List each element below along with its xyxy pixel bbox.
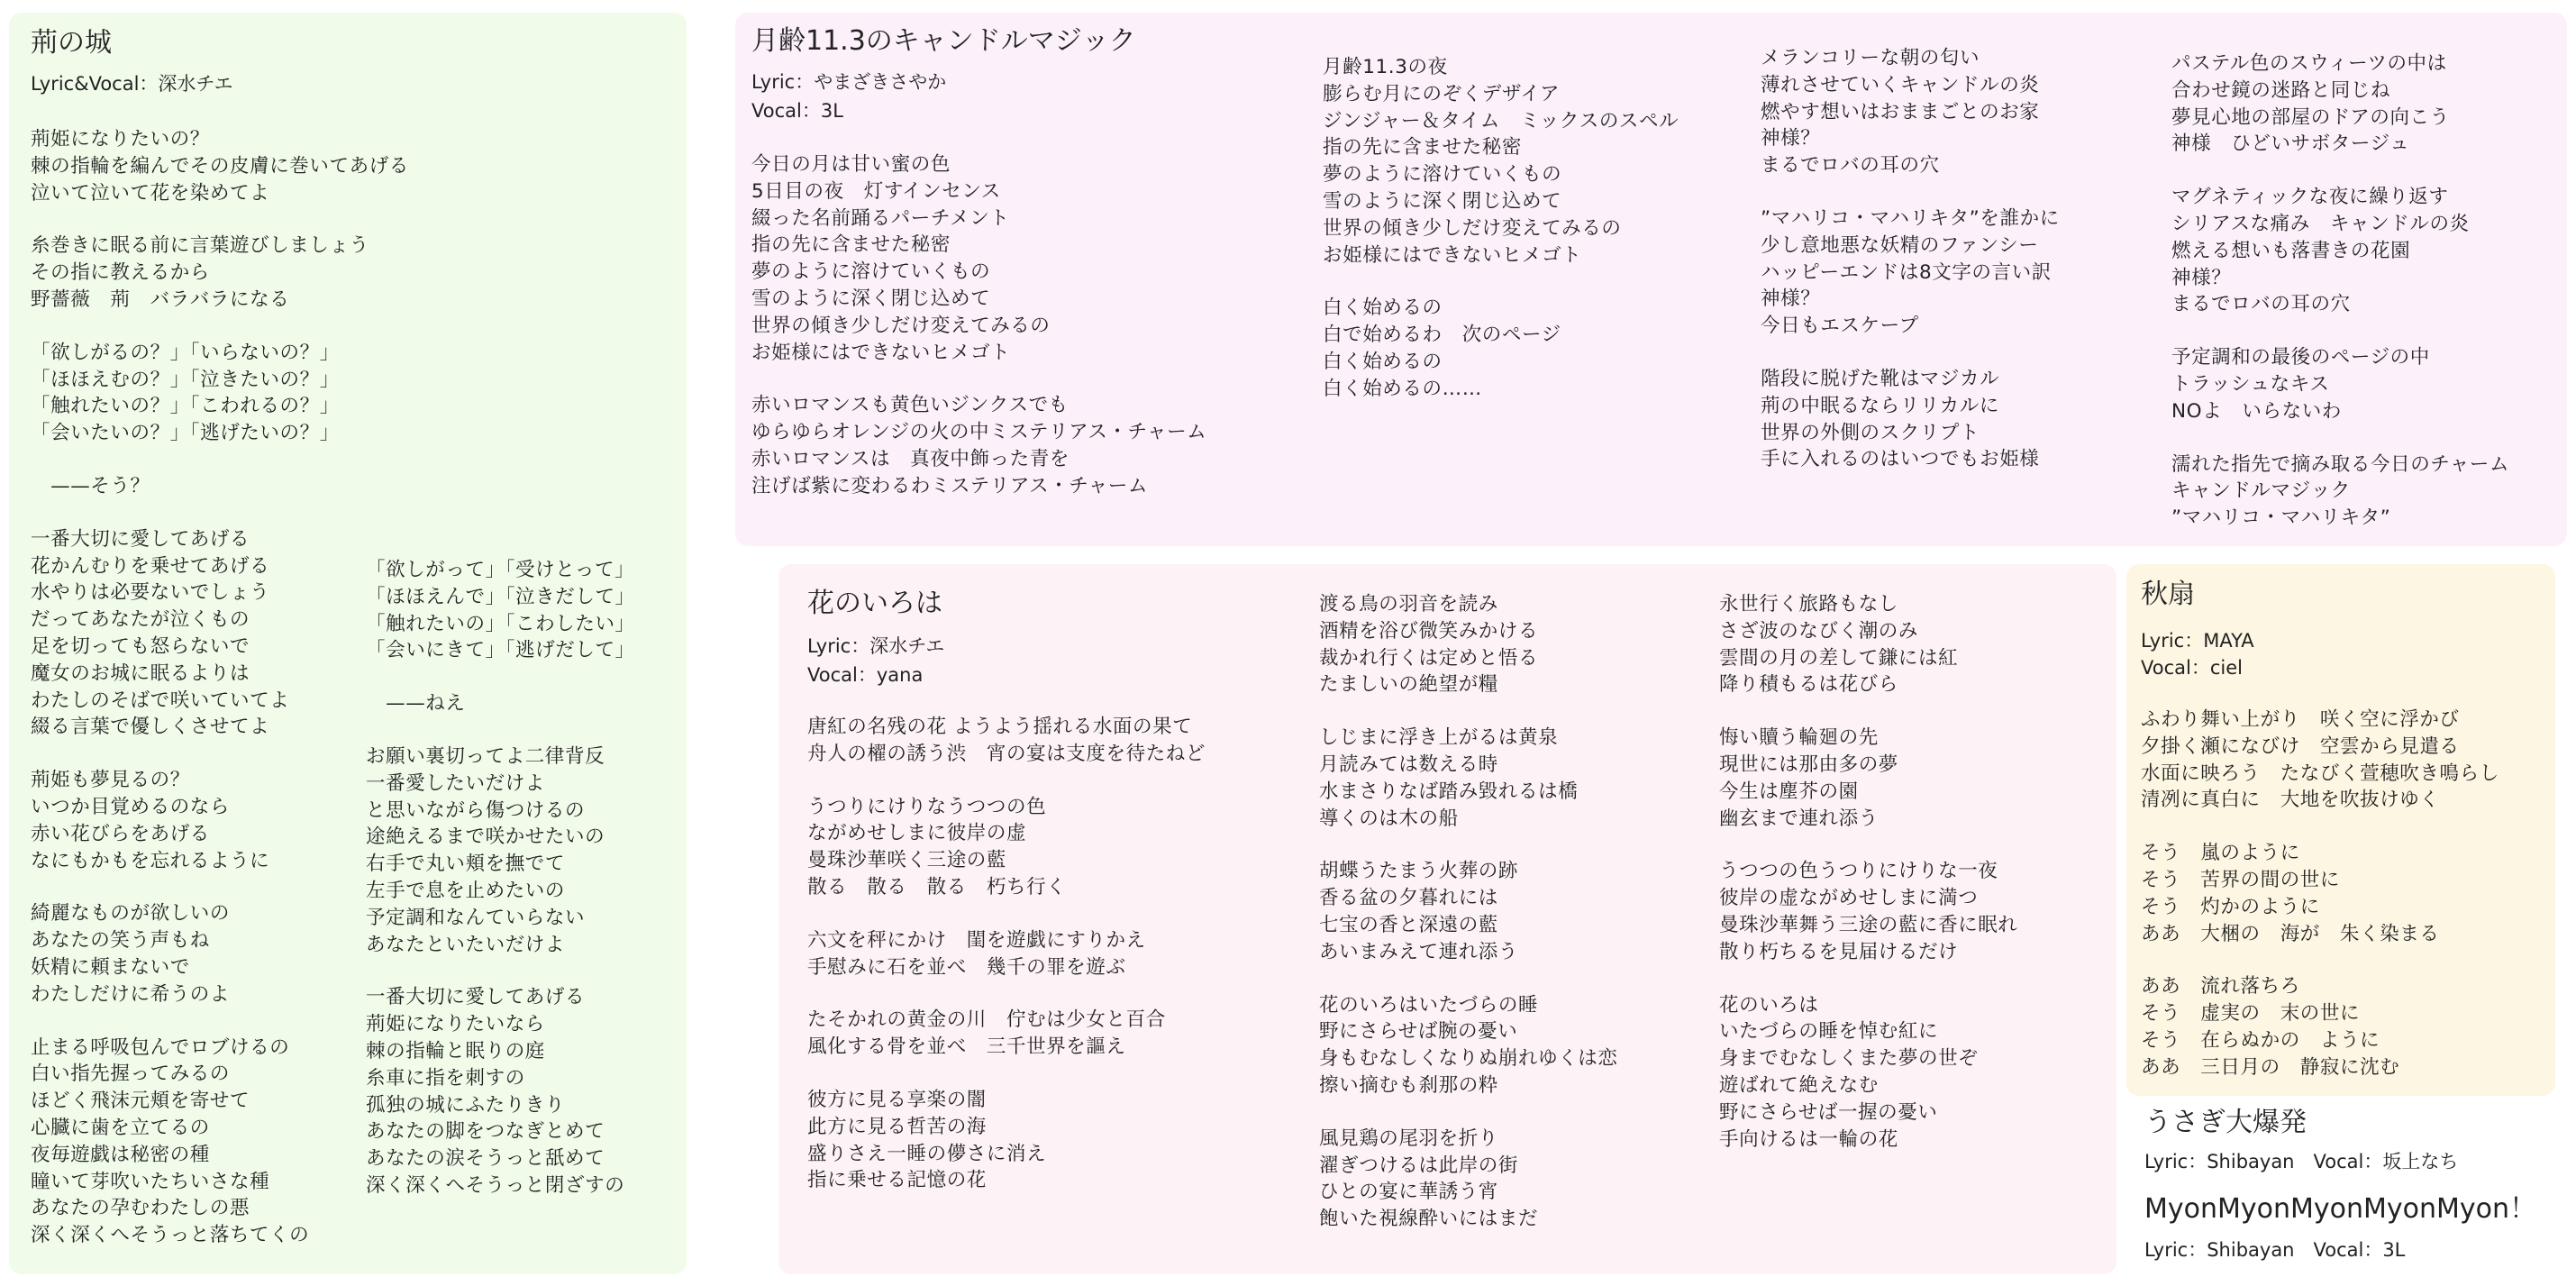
lyric-line: 綺麗なものが欲しいの [31,902,231,926]
lyric-stanza [2171,344,2509,424]
lyric-line: 曼珠沙華咲く三途の藍 [807,849,1007,872]
lyric-line: 糸巻きに眠る前に言葉遊びしましょう [31,234,369,258]
lyric-stanza [1319,858,1618,965]
lyric-stanza [1323,295,1679,402]
lyric-stanza [366,984,635,1199]
lyric-stanza [1761,366,2060,473]
lyric-line: 身までむなしくまた夢の世ぞ [1719,1047,1979,1071]
lyric-line: ああ 大梱の 海が 朱く染まる [2141,922,2440,945]
lyric-line: 夢のように溶けていくもの [1323,163,1562,187]
lyric-line: 悔い贖う輪廻の先 [1719,726,1879,750]
lyric-line: 清冽に真白に 大地を吹抜けゆく [2141,789,2440,812]
lyric-line: そう 虚実の 末の世に [2141,1002,2361,1026]
lyric-line: 予定調和の最後のページの中 [2171,346,2430,369]
lyric-stanza [31,526,409,741]
lyric-line: 彼方に見る享楽の闇 [807,1088,987,1111]
lyric-stanza [1719,992,2018,1154]
lyric-line: 合わせ鏡の迷路と同じね [2171,78,2391,102]
lyric-line: 「欲しがるの？」「いらないの？」 [31,341,340,364]
lyric-stanza [2141,840,2499,947]
lyric-line: お願い裏切ってよ二律背反 [366,744,605,768]
lyric-line: 手慰みに石を並べ 幾千の罪を遊ぶ [807,955,1126,979]
lyric-line: 神様 ひどいサボタージュ [2171,132,2410,156]
lyric-line: さざ波のなびく潮のみ [1719,619,1919,643]
song-credit: Lyric&Vocal：深水チエ [31,73,233,95]
lyric-stanza [1319,725,1618,832]
lyric-stanza [31,767,409,874]
lyric-line: 世界の傾き少しだけ変えてみるの [1323,216,1622,240]
lyric-line: 野薔薇 荊 バラバラになる [31,287,290,311]
lyric-line: あいまみえて連れ添う [1319,940,1519,963]
lyric-line: 白く始めるの [1323,296,1443,320]
lyric-line: 夢のように溶けていくもの [751,260,991,284]
lyric-line: 風化する骨を並べ 三千世界を謳え [807,1035,1126,1059]
lyric-line: 一番大切に愛してあげる [366,986,586,1009]
lyric-line: 深く深くへそうっと閉ざすの [366,1173,625,1197]
lyric-line: 白く始めるの…… [1323,377,1482,400]
lyric-line: あなたといたいだけよ [366,933,566,956]
lyric-stanza [31,900,409,1008]
song-title: 月齢11.3のキャンドルマジック [751,25,1136,57]
lyric-line: 妖精に頼まないで [31,955,190,979]
lyric-stanza [807,1007,1206,1061]
lyric-line: 導くのは木の船 [1319,807,1459,830]
lyric-line: 渡る鳥の羽音を読み [1319,593,1498,616]
lyric-line: あなたの涙そうっと舐めて [366,1147,605,1171]
lyric-line: マグネティックな夜に繰り返す [2171,186,2449,209]
lyric-line: 注げば紫に変わるわミステリアス・チャーム [751,474,1149,497]
lyric-line: 盛りさえ一睡の儚さに消え [807,1142,1047,1165]
song-title: 秋扇 [2141,579,2195,610]
lyric-line: ほどく飛沫元頬を寄せて [31,1090,250,1113]
lyric-line: 曼珠沙華舞う三途の藍に香に眠れ [1719,913,2018,936]
song-card-autumn-fan [2126,564,2555,1096]
lyric-line: 今生は塵芥の園 [1719,780,1859,803]
lyric-line: 心臓に歯を立てるの [31,1116,210,1139]
lyric-line: 花かんむりを乗せてあげる [31,554,270,578]
lyric-stanza [366,557,635,664]
lyric-line: ハッピーエンドは8文字の言い訳 [1761,260,2052,284]
lyric-line: たましいの絶望が糧 [1319,673,1498,697]
lyric-line: ひとの宴に華誘う宵 [1319,1181,1498,1204]
lyric-line: パステル色のスウィーツの中は [2171,52,2447,75]
lyric-line: 5日目の夜 灯すインセンス [751,179,1001,203]
lyric-stanza [366,690,635,717]
lyric-line: 指の先に含ませた秘密 [751,233,951,257]
lyric-stanza [31,340,409,447]
lyric-line: 七宝の香と深遠の藍 [1319,913,1498,936]
lyric-line: うつつの色うつりにけりな一夜 [1719,860,1998,883]
lyric-line: 幽玄まで連れ添う [1719,807,1879,830]
lyric-line: まるでロバの耳の穴 [2171,293,2351,316]
song-title: 荊の城 [31,27,112,59]
lyric-line: キャンドルマジック [2171,479,2351,503]
lyric-stanza [31,233,409,313]
lyric-line: 雪のように深く閉じ込めて [751,287,991,310]
song-credit-vocal: Vocal：3L [751,100,843,122]
lyric-line: そう 苦界の間の世に [2141,868,2341,891]
lyric-line: あなたの脚をつなぎとめて [366,1120,605,1144]
lyric-line: と思いながら傷つけるの [366,798,586,822]
lyric-line: 水面に映ろう たなびく萱穂吹き鳴らし [2141,762,2499,785]
lyric-line: 胡蝶うたまう火葬の跡 [1319,860,1519,883]
song-credit-lyric: Lyric：深水チエ [807,635,945,657]
lyric-line: 神様？ [2171,266,2232,289]
lyric-line: あなたの笑う声もね [31,929,210,953]
lyric-line: 擦い摘むも刹那の粋 [1319,1073,1498,1097]
lyric-stanza [2171,452,2509,532]
lyric-line: メランコリーな朝の匂い [1761,47,1980,69]
lyric-stanza [807,794,1206,901]
lyric-stanza [1761,205,2060,340]
lyric-line: 指の先に含ませた秘密 [1323,136,1523,160]
lyrics-column-2 [1323,54,1679,403]
lyric-line: 深く深くへそうっと落ちてくの [31,1224,310,1247]
lyric-line: お姫様にはできないヒメゴト [751,341,1011,364]
lyric-line: 「会いたいの？」「逃げたいの？」 [31,422,340,445]
song-credit-lyric: Lyric：やまざきさやか [751,71,947,93]
lyric-line: 今日もエスケープ [1761,315,1919,338]
lyric-line: 手向けるは一輪の花 [1719,1127,1898,1151]
song-card-flower-color [778,564,2116,1274]
lyrics-column-4 [2171,50,2509,532]
lyric-stanza [31,126,409,206]
lyric-line: 月読みては数える時 [1319,753,1498,776]
lyric-line: 野にさらせば腕の憂い [1319,1020,1518,1044]
lyric-line: 飽いた視線酔いにはまだ [1319,1208,1539,1231]
lyric-line: 燃やす想いはおままごとのお家 [1761,100,2040,123]
lyric-stanza [2171,50,2509,158]
lyric-line: 白く始めるの [1323,350,1443,373]
lyric-line: 雪のように深く閉じ込めて [1323,189,1562,213]
lyric-line: あなたの孕むわたしの悪 [31,1197,250,1220]
lyric-line: 永世行く旅路もなし [1719,593,1898,616]
lyric-line: 「欲しがって」「受けとって」 [366,559,635,581]
lyric-line: 薄れさせていくキャンドルの炎 [1761,73,2040,96]
lyric-line: NOよ いらないわ [2171,399,2342,423]
lyric-line: 手に入れるのはいつでもお姫様 [1761,448,2040,471]
lyric-line: 遊ばれて絶えなむ [1719,1073,1879,1097]
lyric-stanza [2141,973,2499,1081]
lyric-line: わたしだけに希うのよ [31,982,231,1006]
lyrics-column-3 [1719,591,2018,1153]
lyric-line: ああ 流れ落ちろ [2141,975,2300,999]
lyric-line: 唐紅の名残の花 ようよう揺れる水面の果て [807,716,1193,738]
lyric-line: 六文を秤にかけ 閨を遊戯にすりかえ [807,928,1146,952]
lyric-line: 夢見心地の部屋のドアの向こう [2171,105,2450,129]
lyric-stanza [1761,45,2060,179]
lyric-line: ”マハリコ・マハリキタ” [2171,506,2391,530]
lyric-stanza [751,392,1206,499]
lyric-line: 瞳いて芽吹いたちいさな種 [31,1170,270,1193]
lyric-line: 赤いロマンスも黄色いジンクスでも [751,394,1069,417]
lyric-line: 雲間の月の差して鎌には紅 [1719,646,1959,670]
lyric-line: ジンジャー＆タイム ミックスのスペル [1323,109,1679,132]
lyric-stanza [1319,992,1618,1099]
lyric-line: 綴った名前踊るパーチメント [751,206,1010,230]
lyric-line: 棘の指輪を編んでその皮膚に巻いてあげる [31,154,409,178]
lyric-line: 階段に脱げた靴はマジカル [1761,367,2000,390]
lyric-line: お姫様にはできないヒメゴト [1323,243,1582,267]
lyric-line: そう 在らぬかの ように [2141,1028,2380,1052]
lyric-line: トラッシュなキス [2171,372,2330,396]
lyric-stanza [1323,54,1679,269]
lyric-line: 一番大切に愛してあげる [31,527,250,551]
lyric-stanza [807,1087,1206,1194]
lyric-line: 夕掛く瀬になびけ 空雲から見遣る [2141,734,2460,758]
lyric-line: 「会いにきて」「逃げだして」 [366,639,635,662]
lyric-stanza [1319,591,1618,698]
lyric-line: ながめせしまに彼岸の虚 [807,822,1027,845]
lyric-line: 香る盆の夕暮れには [1319,887,1498,910]
lyric-line: 「触れたいの？」「こわれるの？」 [31,395,340,418]
lyric-line: 一番愛したいだけよ [366,771,545,795]
lyric-line: 途絶えるまで咲かせたいの [366,825,605,849]
lyric-line: 降り積もるは花びら [1719,673,1898,697]
lyric-stanza [1719,858,2018,965]
lyric-line: うつりにけりなうつつの色 [807,795,1047,818]
lyric-line: 棘の指輪と眠りの庭 [366,1039,545,1063]
lyric-line: 左手で息を止めたいの [366,879,566,902]
lyric-line: 濯ぎつけるは此岸の街 [1319,1154,1519,1177]
lyric-line: 膨らむ月にのぞくデザイア [1323,82,1561,105]
lyric-line: 荊姫になりたいなら [366,1013,545,1036]
lyric-line: 「ほほえむの？」「泣きたいの？」 [31,368,340,391]
lyric-line: 赤いロマンスは 真夜中飾った青を [751,447,1070,470]
lyric-line: ああ 三日月の 静寂に沈む [2141,1055,2400,1079]
lyric-stanza [366,743,635,958]
lyrics-column-2 [1319,591,1618,1233]
lyric-line: しじまに浮き上がるは黄泉 [1319,726,1559,750]
lyric-line: 燃える想いも落書きの花園 [2171,239,2411,262]
lyric-line: 現世には那由多の夢 [1719,753,1898,776]
lyric-line: なにもかもを忘れるように [31,849,270,872]
lyric-stanza [1719,725,2018,832]
lyric-line: ふわり舞い上がり 咲く空に浮かび [2141,708,2460,731]
lyric-line: いつか目覚めるのなら [31,795,231,818]
lyric-line: 右手で丸い頬を撫でて [366,853,566,876]
lyric-line: 水まさりなば踏み毀れるは橋 [1319,780,1579,803]
lyrics-column-2 [366,557,635,1199]
lyric-line: 荊の中眠るならリリカルに [1761,394,1999,417]
song-title-myon: MyonMyonMyonMyonMyon！ [2144,1193,2537,1225]
lyric-stanza [807,927,1206,981]
lyric-line: 散り朽ちるを見届けるだけ [1719,940,1959,963]
lyric-line: 孤独の城にふたりきり [366,1093,566,1117]
lyric-line: 月齢11.3の夜 [1323,56,1448,78]
lyrics-column-3 [1761,45,2060,473]
lyric-line: 荊姫も夢見るの？ [31,769,190,792]
lyric-line: 酒精を浴び微笑みかける [1319,619,1539,643]
lyric-stanza [2141,707,2499,814]
lyric-line: 「ほほえんで」「泣きだして」 [366,585,635,608]
lyric-line: 野にさらせば一握の憂い [1719,1100,1938,1124]
song-credit-vocal: Vocal：ciel [2141,657,2243,679]
lyric-line: そう 灼かのように [2141,895,2320,918]
lyric-line: 濡れた指先で摘み取る今日のチャーム [2171,452,2510,476]
lyric-line: ——そう？ [31,474,150,497]
lyric-line: 夜毎遊戯は秘密の種 [31,1143,210,1166]
lyric-line: だってあなたが泣くもの [31,608,250,632]
song-credit-lyric: Lyric：MAYA [2141,630,2254,652]
lyric-line: 糸車に指を刺すの [366,1066,525,1090]
lyrics-column-1 [751,151,1206,500]
lyric-line: 此方に見る哲苦の海 [807,1115,987,1138]
song-credit-rabbit: Lyric：Shibayan Vocal：坂上なち [2144,1151,2459,1172]
lyric-line: 花のいろはいたづらの睡 [1319,993,1539,1017]
song-title-rabbit: うさぎ大爆発 [2144,1107,2307,1138]
lyric-stanza [31,1035,409,1249]
lyric-line: 指に乗せる記憶の花 [807,1169,987,1192]
lyric-line: そう 嵐のように [2141,842,2300,865]
lyric-line: 風見鶏の尾羽を折り [1319,1126,1498,1150]
song-credit-vocal: Vocal：yana [807,664,924,686]
lyric-line: たそかれの黄金の川 佇むは少女と百合 [807,1008,1166,1032]
lyric-line: 世界の傾き少しだけ変えてみるの [751,314,1051,337]
lyric-stanza [751,151,1206,366]
lyric-line: 水やりは必要ないでしょう [31,581,270,605]
lyric-line: 少し意地悪な妖精のファンシー [1761,233,2039,257]
lyric-line: 足を切っても怒らないで [31,634,250,658]
lyric-line: わたしのそばで咲いていてよ [31,689,290,712]
lyrics-column-1 [807,714,1206,1194]
lyric-stanza [31,473,409,500]
lyric-line: 荊姫になりたいの？ [31,128,210,151]
lyric-stanza [807,714,1206,768]
lyric-line: 彼岸の虚ながめせしまに満つ [1719,887,1979,910]
lyrics-stanzas [2141,707,2499,1081]
lyric-line: 世界の外側のスクリプト [1761,421,1980,444]
lyric-line: 白で始めるわ 次のページ [1323,324,1561,347]
lyric-line: その指に教えるから [31,261,210,285]
lyric-stanza [1319,1126,1618,1233]
lyric-line: 神様？ [1761,287,1821,311]
lyrics-column-1 [31,126,409,1249]
lyric-line: 今日の月は甘い蜜の色 [751,153,951,176]
lyric-line: まるでロバの耳の穴 [1761,154,1940,178]
lyric-line: いたづらの睡を悼む紅に [1719,1020,1939,1044]
lyric-line: 赤い花びらをあげる [31,822,210,845]
lyric-line: 花のいろは [1719,993,1819,1017]
lyric-line: 魔女のお城に眠るよりは [31,661,250,685]
lyric-line: 神様？ [1761,127,1821,151]
lyric-stanza [1719,591,2018,698]
song-card-thorn-castle [9,13,687,1274]
lyric-line: ゆらゆらオレンジの火の中ミステリアス・チャーム [751,421,1207,444]
lyric-line: 散る 散る 散る 朽ち行く [807,875,1067,898]
lyric-line: ”マハリコ・マハリキタ”を誰かに [1761,206,2060,230]
lyric-line: 舟人の櫂の誘う渋 宵の宴は支度を待たねど [807,742,1206,765]
lyric-line: 予定調和なんていらない [366,906,586,929]
lyric-line: 泣いて泣いて花を染めてよ [31,181,270,205]
lyric-line: 身もむなしくなりぬ崩れゆくは恋 [1319,1047,1618,1071]
lyric-line: 白い指先握ってみるの [31,1063,231,1086]
song-card-candle-magic [735,13,2567,546]
lyric-line: 止まる呼吸包んでロブけるの [31,1035,290,1059]
lyric-line: シリアスな痛み キャンドルの炎 [2171,212,2470,235]
lyric-line: 裁かれ行くは定めと悟る [1319,646,1539,670]
lyric-line: ——ねえ [366,692,466,716]
song-title: 花のいろは [807,588,942,619]
lyric-stanza [2171,184,2509,318]
lyric-line: 綴る言葉で優しくさせてよ [31,716,270,739]
lyric-line: 「触れたいの」「こわしたい」 [366,612,635,635]
song-credit-myon: Lyric：Shibayan Vocal：3L [2144,1239,2406,1261]
